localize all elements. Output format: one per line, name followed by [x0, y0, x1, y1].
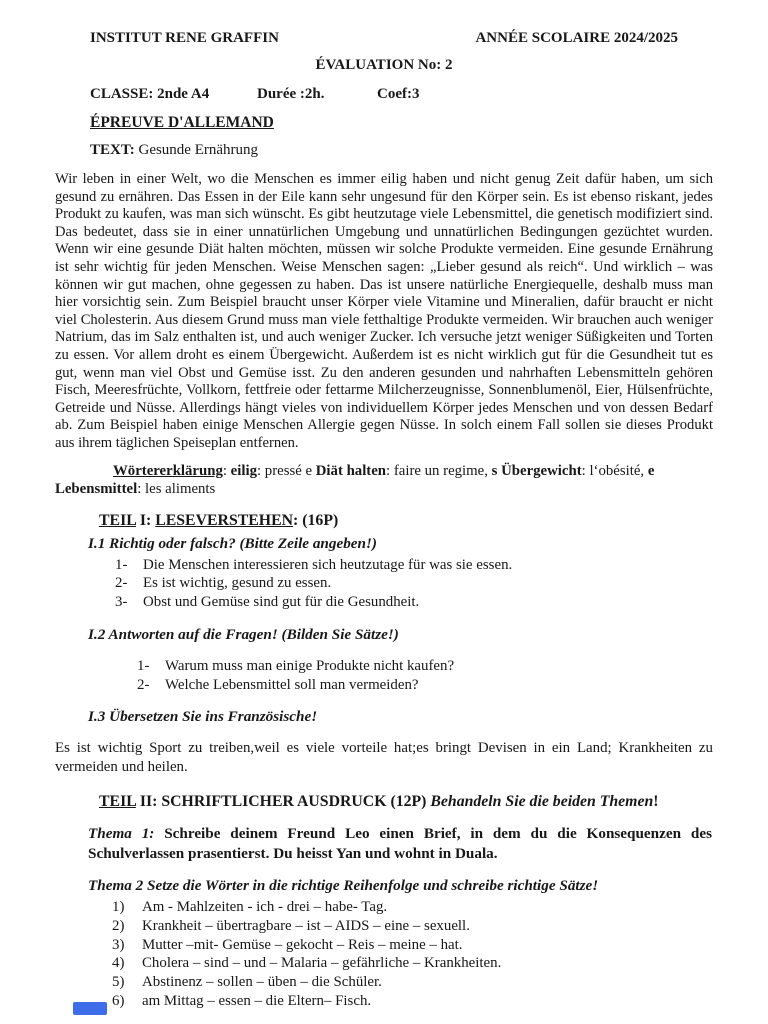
item-text: Es ist wichtig, gesund zu essen.: [143, 575, 332, 592]
list-item: [115, 556, 768, 575]
list-item: [112, 917, 713, 936]
item-text: Abstinenz – sollen – üben – die Schüler.: [142, 974, 382, 991]
reading-text: Wir leben in einer Welt, wo die Menschen es immer eilig haben und nicht genug Zeit dafür haben, um sich gesund zu ernähren. Das Essen in der Eile kann sehr ungesund für den Körper sein. Es ist ebenso riskant, jedes Produkt zu kaufen, was man sich wünscht. Es gibt heutzutage viele Lebensmittel, die genetisch modifiziert sind. Das bedeutet, dass sie in einer unnatürlichen Umgebung und unnatürlichen Bedingungen gezüchtet wurden. Wenn wir eine gesunde Diät halten möchten, müssen wir solche Produkte vermeiden. Eine gesunde Ernährung ist sehr wichtig für jeden Menschen. Weise Menschen sagen: „Lieber gesund als reich“. Und wirklich – was können wir gut machen, ohne gegessen zu haben. Das ist unsere natürliche Energiequelle, deshalb muss man hier vorsichtig sein. Zum Beispiel braucht unser Körper viele Vitamine und Mineralien, dafür braucht er nicht viel Cholesterin. Aus diesem Grund muss man viele fetthaltige Produkte vermeiden. Wir brauchen auch weniger Natrium, das im Salz enthalten ist, und auch weniger Zucker. Ich versuche jetzt weniger Süßigkeiten und Torten zu essen. Vor allem droht es einem Übergewicht. Außerdem ist es nicht wirklich gut für die Gesundheit tut es gut, wenn man viel Obst und Gemüse isst. Zu den anderen gesunden und nahrhaften Lebensmitteln gehören Fisch, Meeresfrüchte, Vollkorn, fettfreie oder fettarme Milcherzeugnisse, Sonnenblumenöl, Eier, Hülsenfrüchte, Getreide und Nüsse. Allerdings hängt vieles von individuellem Körper jedes Menschen und von dessen Bedarf ab. Zum Beispiel haben einige Menschen Allergie gegen Nüsse. In solch einem Fall sollen sie dieses Produkt aus ihrem täglichen Speiseplan entfernen.: [55, 171, 713, 451]
item-text: Warum muss man einige Produkte nicht kaufen?: [165, 657, 455, 674]
vocabulary-note: Wörtererklärung: eilig: pressé e Diät halten: faire un regime, s Übergewicht: l‘obésité, e Lebensmittel: les aliments: [55, 462, 655, 497]
item-marker: 1-: [137, 657, 150, 674]
document-header: [0, 0, 768, 47]
item-marker: 5): [112, 974, 125, 991]
class-label: CLASSE: 2nde A4: [90, 86, 210, 102]
list-item: [112, 973, 713, 992]
item-marker: 3-: [115, 594, 128, 611]
thema2-sentence-list: [112, 898, 713, 1011]
item-marker: 1-: [115, 556, 128, 573]
text-title-line: [90, 142, 768, 159]
institute-name: INSTITUT RENE GRAFFIN: [90, 30, 279, 46]
i2-question-list: [137, 657, 768, 695]
school-year: ANNÉE SCOLAIRE 2024/2025: [475, 30, 678, 46]
translation-sentence: Es ist wichtig Sport zu treiben,weil es viele vorteile hat;es bringt Devisen in ein Land; Krankheiten zu vermeiden und heilen.: [55, 740, 713, 776]
text-label: TEXT:: [90, 142, 135, 158]
item-text: Mutter –mit- Gemüse – gekocht – Reis – meine – hat.: [142, 936, 463, 953]
item-text: Am - Mahlzeiten - ich - drei – habe- Tag.: [142, 899, 388, 916]
list-item: [112, 936, 713, 955]
list-item: [112, 954, 713, 973]
item-marker: 6): [112, 993, 125, 1010]
blue-highlight-marker: [73, 1002, 107, 1015]
subject-title: ÉPREUVE D'ALLEMAND: [90, 114, 274, 131]
item-marker: 2-: [115, 575, 128, 592]
class-info-row: [90, 86, 768, 103]
list-item: [115, 593, 768, 612]
item-marker: 4): [112, 955, 125, 972]
subsection-i1-heading: I.1 Richtig oder falsch? (Bitte Zeile angeben!): [88, 534, 377, 552]
subsection-i2-heading: I.2 Antworten auf die Fragen! (Bilden Sie Sätze!): [88, 625, 399, 643]
item-text: Cholera – sind – und – Malaria – gefährliche – Krankheiten.: [142, 955, 502, 972]
section-teil1-heading: TEIL I: LESEVERSTEHEN: (16P): [99, 511, 339, 529]
thema1-paragraph: Thema 1: Schreibe deinem Freund Leo einen Brief, in dem du die Konsequenzen des Schulverlassen prasentierst. Du heisst Yan und wohnt in Duala.: [88, 825, 712, 862]
section-teil2-heading: TEIL II: SCHRIFTLICHER AUSDRUCK (12P) Behandeln Sie die beiden Themen!: [99, 793, 659, 811]
list-item: [137, 657, 768, 676]
list-item: [115, 574, 768, 593]
subsection-i3-heading: I.3 Übersetzen Sie ins Französische!: [88, 708, 318, 726]
item-text: Obst und Gemüse sind gut für die Gesundheit.: [143, 594, 420, 611]
item-marker: 1): [112, 899, 125, 916]
coefficient-label: Coef:3: [377, 86, 420, 102]
duration-label: Durée :2h.: [257, 86, 325, 102]
thema2-heading: Thema 2 Setze die Wörter in die richtige Reihenfolge und schreibe richtige Sätze!: [88, 877, 599, 895]
item-marker: 2-: [137, 676, 150, 693]
evaluation-title: ÉVALUATION No: 2: [315, 57, 453, 73]
item-text: Welche Lebensmittel soll man vermeiden?: [165, 676, 419, 693]
item-text: am Mittag – essen – die Eltern– Fisch.: [142, 993, 372, 1010]
item-marker: 3): [112, 936, 125, 953]
list-item: [112, 898, 713, 917]
item-text: Krankheit – übertragbare – ist – AIDS – eine – sexuell.: [142, 917, 470, 934]
list-item: [137, 676, 768, 695]
i1-statement-list: [115, 556, 768, 612]
list-item: [112, 992, 713, 1011]
item-text: Die Menschen interessieren sich heutzutage für was sie essen.: [143, 556, 513, 573]
item-marker: 2): [112, 917, 125, 934]
text-title: Gesunde Ernährung: [138, 142, 259, 158]
